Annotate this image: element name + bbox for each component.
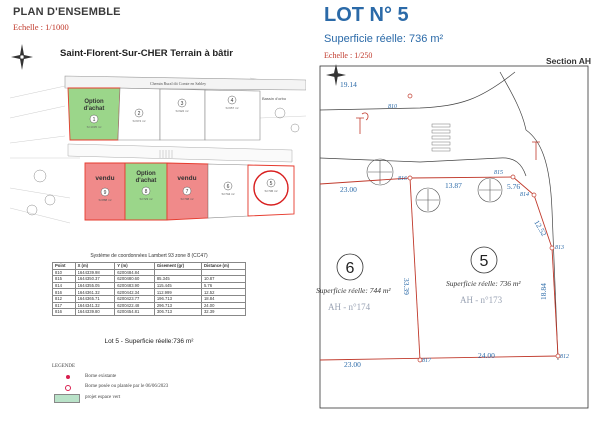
lot-2-area: S=674 m² <box>132 119 146 123</box>
coord-header-y: Y (m) <box>115 263 155 270</box>
dim-5-76: 5.76 <box>507 182 521 191</box>
legend-item-existing: Borne existante <box>85 374 117 379</box>
table-row <box>53 276 246 283</box>
dim-13-87: 13.87 <box>445 181 462 190</box>
dim-12-52: 12.52 <box>532 218 549 238</box>
lot-title: LOT N° 5 <box>324 4 409 26</box>
table-cell: 1644339.98 <box>75 269 115 276</box>
lot-4-area: S=657 m² <box>225 106 239 110</box>
lot-6-superficie: Superficie réelle: 744 m² <box>316 286 391 295</box>
lot-8-area: S=723 m² <box>139 197 153 201</box>
table-cell: 85.345 <box>154 276 201 283</box>
table-cell: 810 <box>53 269 76 276</box>
table-cell: 816 <box>53 309 76 316</box>
lot-9-status: vendu <box>95 175 115 182</box>
table-cell: 1644355.05 <box>75 282 115 289</box>
table-row <box>53 289 246 296</box>
section-label: Section AH <box>546 56 592 66</box>
point-812: 812 <box>560 354 569 360</box>
table-cell: 812 <box>53 295 76 302</box>
table-cell <box>201 269 245 276</box>
legend-item-new: Borne posée ou plantée par le 06/06/2023 <box>85 384 169 389</box>
table-cell: 296.713 <box>154 302 201 309</box>
table-cell <box>154 269 201 276</box>
green-space-swatch <box>54 394 80 403</box>
bassin-label: Bassin d'orbo <box>262 96 287 101</box>
table-row <box>53 302 246 309</box>
lot-superficie: Superficie réelle: 736 m² <box>324 33 444 45</box>
new-marker-icon <box>65 385 71 391</box>
lot-6-number: 6 <box>226 184 230 190</box>
lot-6-ref: AH - n°174 <box>328 302 371 312</box>
existing-marker-icon <box>66 375 70 379</box>
table-cell: 24.00 <box>201 302 245 309</box>
dim-24-00: 24.00 <box>478 351 495 360</box>
table-row <box>53 309 246 316</box>
table-cell: 6200484.84 <box>115 269 155 276</box>
lot-9-number: 9 <box>103 190 107 196</box>
table-cell: 196.713 <box>154 295 201 302</box>
table-cell: 6200442.34 <box>115 289 155 296</box>
legend-title: LEGENDE <box>52 364 76 369</box>
lot-8-number: 8 <box>144 189 148 195</box>
coord-table-header-row <box>53 263 246 270</box>
lot-3-area: S=922 m² <box>175 109 189 113</box>
table-cell: 18.84 <box>201 295 245 302</box>
coord-header-distance: Distance (m) <box>201 263 245 270</box>
dim-23-00-bottom: 23.00 <box>344 360 361 369</box>
dim-19-14: 19.14 <box>340 80 357 89</box>
lot-5-number: 5 <box>479 253 489 270</box>
table-cell: 816 <box>53 289 76 296</box>
lot-7-area: S=798 m² <box>180 197 194 201</box>
dim-33-39: 33.39 <box>402 278 411 295</box>
table-row <box>53 295 246 302</box>
dim-23-00-top: 23.00 <box>340 185 357 194</box>
legend-item-green: projet espace vert <box>85 395 121 400</box>
table-cell: 6200423.77 <box>115 295 155 302</box>
table-cell: 1644350.37 <box>75 276 115 283</box>
lot-5-number: 5 <box>269 181 273 187</box>
coord-table-title: Système de coordonnées Lambert 93 zone 8 (CC47) <box>90 253 208 259</box>
table-cell: 6200422.48 <box>115 302 155 309</box>
plan-title: PLAN D'ENSEMBLE <box>13 6 121 18</box>
lot-1-area: S=1035 m² <box>86 125 102 129</box>
table-cell: 6200480.60 <box>115 276 155 283</box>
table-cell: 306.713 <box>154 309 201 316</box>
table-cell: 815 <box>53 276 76 283</box>
lot-3-number: 3 <box>180 101 184 107</box>
point-815: 815 <box>494 170 503 176</box>
lot-2-number: 2 <box>137 111 141 117</box>
point-814: 814 <box>520 192 529 198</box>
lot-6 <box>208 164 248 218</box>
table-cell: 115.445 <box>154 282 201 289</box>
coord-table-footer: Lot 5 - Superficie réelle:736 m² <box>104 338 194 345</box>
coord-table <box>52 262 246 316</box>
coord-header-gisement: Gisement (gr) <box>154 263 201 270</box>
lot-1-number: 1 <box>92 117 96 123</box>
lot-5-ref: AH - n°173 <box>460 295 503 305</box>
table-cell: 6200483.90 <box>115 282 155 289</box>
lot-1-status-label: Option d'achat <box>83 99 105 112</box>
table-cell: 112.999 <box>154 289 201 296</box>
table-cell: 1644361.32 <box>75 289 115 296</box>
table-cell: 12.52 <box>201 289 245 296</box>
table-row <box>53 269 246 276</box>
coord-header-point: Point <box>53 263 76 270</box>
lot-5-area: S=736 m² <box>264 189 278 193</box>
lot-1 <box>68 88 120 140</box>
point-810: 810 <box>388 104 397 110</box>
table-cell: 817 <box>53 302 76 309</box>
table-cell: 10.87 <box>201 276 245 283</box>
road-label: Chemin Rural dit Comte en Sabley <box>150 81 207 86</box>
point-813: 813 <box>555 245 564 251</box>
lot-9-area: S=888 m² <box>98 198 112 202</box>
table-cell: 814 <box>53 282 76 289</box>
lot-4-number: 4 <box>230 98 234 104</box>
site-plan-map <box>10 58 306 233</box>
plan-scale: Echelle : 1/1000 <box>13 22 69 32</box>
lot-6-area: S=744 m² <box>221 192 235 196</box>
coord-header-x: X (m) <box>75 263 115 270</box>
dim-18-84: 18.84 <box>539 283 548 300</box>
lot-8-status-label: Option d'achat <box>135 171 157 184</box>
lot-7-status: vendu <box>177 175 197 182</box>
site-title: Saint-Florent-Sur-CHER Terrain à bâtir <box>60 48 233 59</box>
point-817: 817 <box>422 358 431 364</box>
lot-scale: Echelle : 1/250 <box>324 51 373 60</box>
lot-7-number: 7 <box>185 189 189 195</box>
lot-detail-plan <box>300 60 590 410</box>
table-row <box>53 282 246 289</box>
lot-6-number: 6 <box>345 260 355 277</box>
table-cell: 1644339.80 <box>75 309 115 316</box>
point-816: 816 <box>398 176 407 182</box>
table-cell: 32.39 <box>201 309 245 316</box>
lot-3 <box>160 89 205 140</box>
lot-5-superficie: Superficie réelle: 736 m² <box>446 279 521 288</box>
table-cell: 6200454.81 <box>115 309 155 316</box>
table-cell: 5.76 <box>201 282 245 289</box>
table-cell: 1644365.71 <box>75 295 115 302</box>
table-cell: 1644341.32 <box>75 302 115 309</box>
